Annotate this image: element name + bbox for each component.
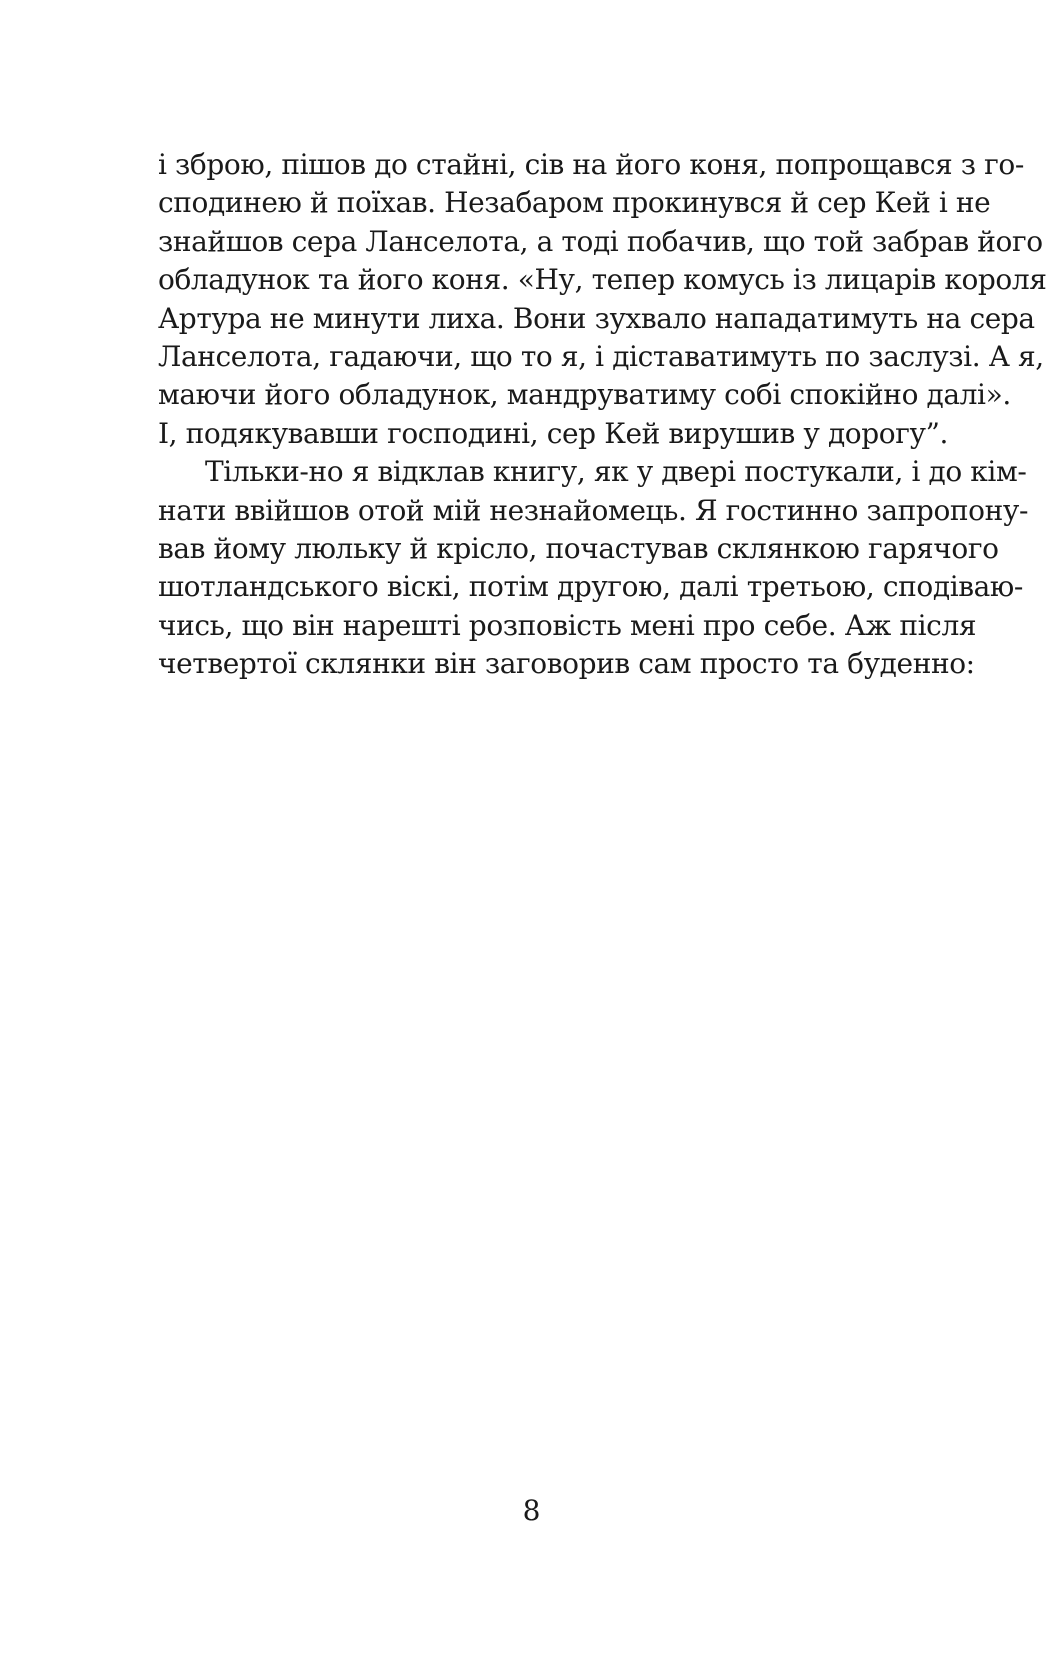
- text-line: І, подякувавши господині, сер Кей вирушив у дорогу”.: [158, 416, 948, 450]
- text-line: Артура не минути лиха. Вони зухвало нападатимуть на сера: [158, 301, 1035, 335]
- text-line: маючи його обладунок, мандруватиму собі спокійно далі».: [158, 378, 1011, 412]
- text-line: четвертої склянки він заговорив сам просто та буденно:: [158, 647, 975, 681]
- text-line: вав йому люльку й крісло, почастував склянкою гарячого: [158, 531, 999, 565]
- text-line: чись, що він нарешті розповість мені про себе. Аж після: [158, 608, 977, 642]
- text-line: і зброю, пішов до стайні, сів на його коня, попрощався з го-: [158, 148, 1024, 181]
- text-line: Ланселота, гадаючи, що то я, і діставатимуть по заслузі. А я,: [158, 339, 1044, 373]
- text-line: нати ввійшов отой мій незнайомець. Я гостинно запропону-: [158, 493, 1029, 527]
- paragraph-1: [158, 146, 1047, 453]
- text-line: обладунок та його коня. «Ну, тепер комусь із лицарів короля: [158, 263, 1047, 297]
- body-text: [158, 146, 1047, 683]
- text-line: знайшов сера Ланселота, а тоді побачив, що той забрав його: [158, 224, 1043, 258]
- paragraph-2: [158, 453, 1029, 683]
- text-line: шотландського віскі, потім другою, далі третьою, сподіваю-: [158, 570, 1023, 604]
- text-line: сподинею й поїхав. Незабаром прокинувся й сер Кей і не: [158, 186, 991, 220]
- text-line: Тільки-но я відклав книгу, як у двері постукали, і до кім-: [205, 455, 1027, 489]
- page-number: 8: [522, 1494, 541, 1527]
